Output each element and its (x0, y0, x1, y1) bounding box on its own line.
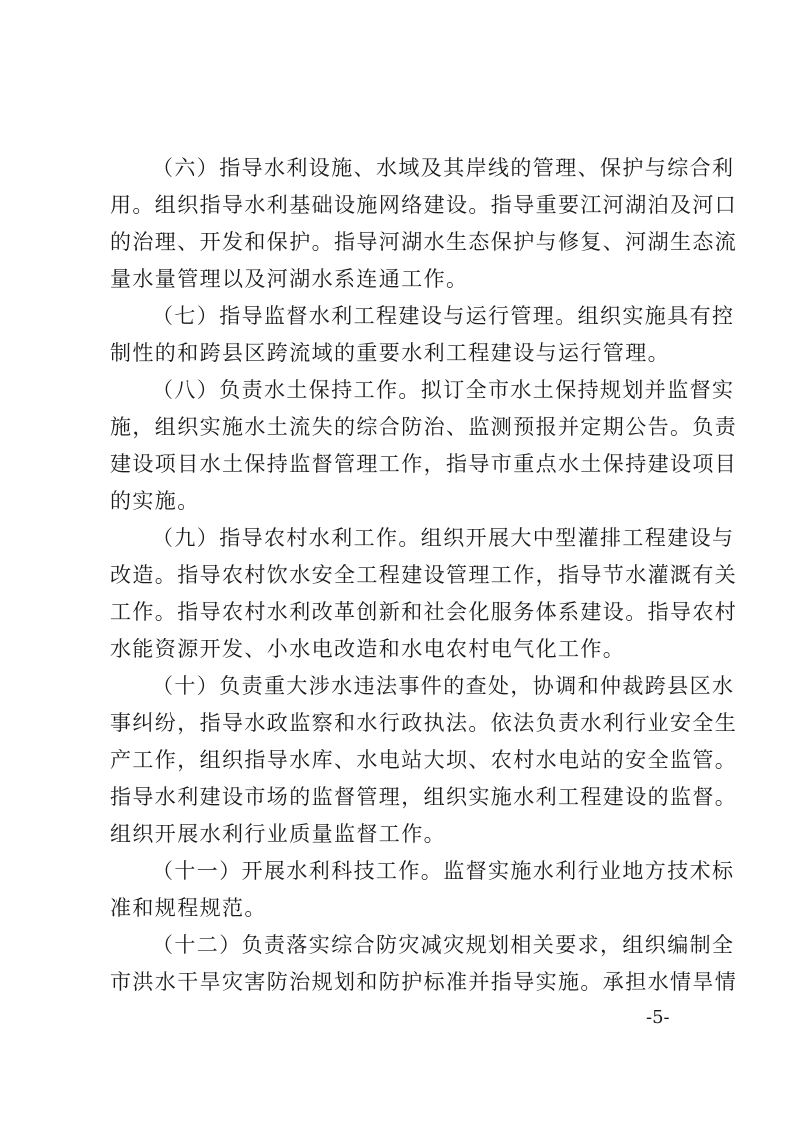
page-number: -5- (646, 1007, 670, 1028)
paragraph-line: 制性的和跨县区跨流域的重要水利工程建设与运行管理。 (110, 341, 670, 365)
paragraph-line: 施，组织实施水土流失的综合防治、监测预报并定期公告。负责 (110, 415, 738, 439)
paragraph-line: （十二）负责落实综合防灾减灾规划相关要求，组织编制全 (152, 933, 735, 957)
paragraph-line: （十）负责重大涉水违法事件的查处，协调和仲裁跨县区水 (152, 674, 735, 698)
paragraph-line: 水能资源开发、小水电改造和水电农村电气化工作。 (110, 637, 626, 661)
paragraph-line: （八）负责水土保持工作。拟订全市水土保持规划并监督实 (152, 378, 735, 402)
paragraph-line: 指导水利建设市场的监督管理，组织实施水利工程建设的监督。 (110, 785, 738, 809)
paragraph-line: 建设项目水土保持监督管理工作，指导市重点水土保持建设项目 (110, 452, 738, 476)
paragraph-line: （十一）开展水利科技工作。监督实施水利行业地方技术标 (152, 859, 735, 883)
paragraph-line: （七）指导监督水利工程建设与运行管理。组织实施具有控 (152, 304, 735, 328)
paragraph-line: 工作。指导农村水利改革创新和社会化服务体系建设。指导农村 (110, 600, 738, 624)
paragraph-line: 量水量管理以及河湖水系连通工作。 (110, 267, 469, 291)
paragraph-line: 用。组织指导水利基础设施网络建设。指导重要江河湖泊及河口 (110, 193, 738, 217)
paragraph-line: 产工作，组织指导水库、水电站大坝、农村水电站的安全监管。 (110, 748, 738, 772)
paragraph-line: 事纠纷，指导水政监察和水行政执法。依法负责水利行业安全生 (110, 711, 738, 735)
paragraph-line: 的实施。 (110, 489, 200, 513)
paragraph-line: （六）指导水利设施、水域及其岸线的管理、保护与综合利 (152, 156, 735, 180)
paragraph-line: 市洪水干旱灾害防治规划和防护标准并指导实施。承担水情旱情 (110, 970, 738, 994)
paragraph-line: 组织开展水利行业质量监督工作。 (110, 822, 446, 846)
paragraph-line: 准和规程规范。 (110, 896, 267, 920)
paragraph-line: 的治理、开发和保护。指导河湖水生态保护与修复、河湖生态流 (110, 230, 738, 254)
paragraph-line: （九）指导农村水利工作。组织开展大中型灌排工程建设与 (152, 526, 735, 550)
paragraph-line: 改造。指导农村饮水安全工程建设管理工作，指导节水灌溉有关 (110, 563, 738, 587)
